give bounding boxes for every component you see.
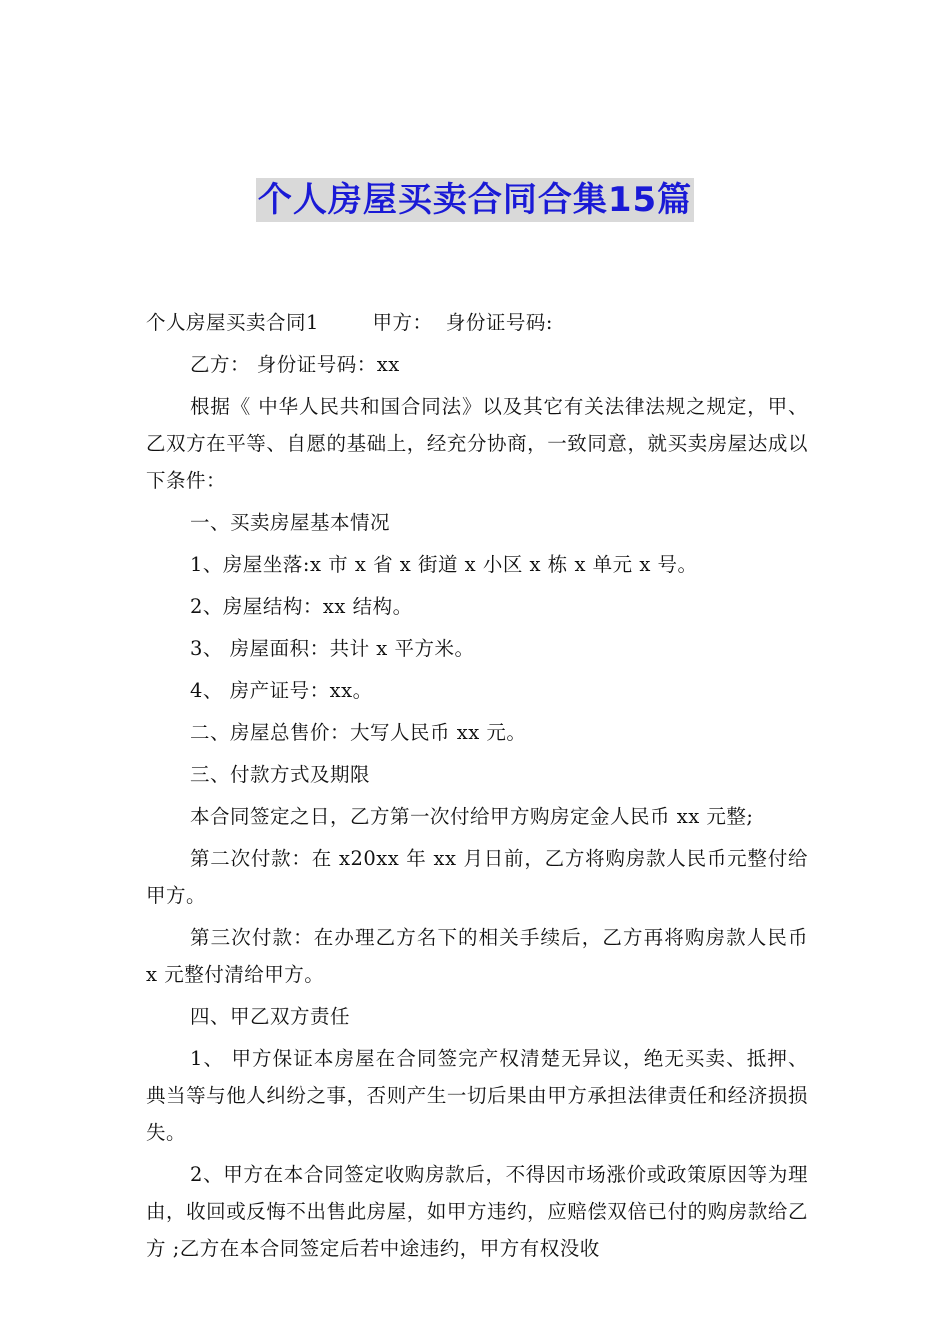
paragraph-preamble: 根据《 中华人民共和国合同法》以及其它有关法律法规之规定，甲、乙双方在平等、自愿的基础上，经充分协商，一致同意，就买卖房屋达成以下条件： (146, 395, 808, 492)
document-body (146, 304, 808, 1272)
section-heading-2: 二、房屋总售价：大写人民币 xx 元。 (190, 721, 527, 744)
paragraph-payment-1: 本合同签定之日，乙方第一次付给甲方购房定金人民币 xx 元整; (190, 805, 754, 828)
paragraph-party-b: 乙方： 身份证号码：xx (190, 353, 400, 376)
section-heading-3: 三、付款方式及期限 (190, 763, 371, 786)
title-container (0, 178, 950, 222)
list-item-responsibility-1: 1、 甲方保证本房屋在合同签完产权清楚无异议，绝无买卖、抵押、典当等与他人纠纷之事，否则产生一切后果由甲方承担法律责任和经济损损失。 (146, 1047, 808, 1144)
list-item-responsibility-2: 2、甲方在本合同签定收购房款后，不得因市场涨价或政策原因等为理由，收回或反悔不出售此房屋，如甲方违约，应赔偿双倍已付的购房款给乙方 ;乙方在本合同签定后若中途违约，甲方有权没收 (146, 1163, 808, 1260)
section-heading-4: 四、甲乙双方责任 (190, 1005, 351, 1028)
paragraph-payment-3: 第三次付款：在办理乙方名下的相关手续后，乙方再将购房款人民币 x 元整付清给甲方。 (146, 926, 808, 986)
paragraph-heading-parties: 个人房屋买卖合同1 甲方： 身份证号码: (146, 311, 553, 334)
document-title: 个人房屋买卖合同合集15篇 (257, 180, 693, 220)
section-heading-1: 一、买卖房屋基本情况 (190, 511, 391, 534)
list-item-certificate: 4、 房产证号：xx。 (190, 679, 373, 702)
list-item-structure: 2、房屋结构：xx 结构。 (190, 595, 413, 618)
paragraph-payment-2: 第二次付款：在 x20xx 年 xx 月日前，乙方将购房款人民币元整付给甲方。 (146, 847, 808, 907)
list-item-location: 1、房屋坐落:x 市 x 省 x 街道 x 小区 x 栋 x 单元 x 号。 (190, 553, 698, 576)
list-item-area: 3、 房屋面积：共计 x 平方米。 (190, 637, 475, 660)
